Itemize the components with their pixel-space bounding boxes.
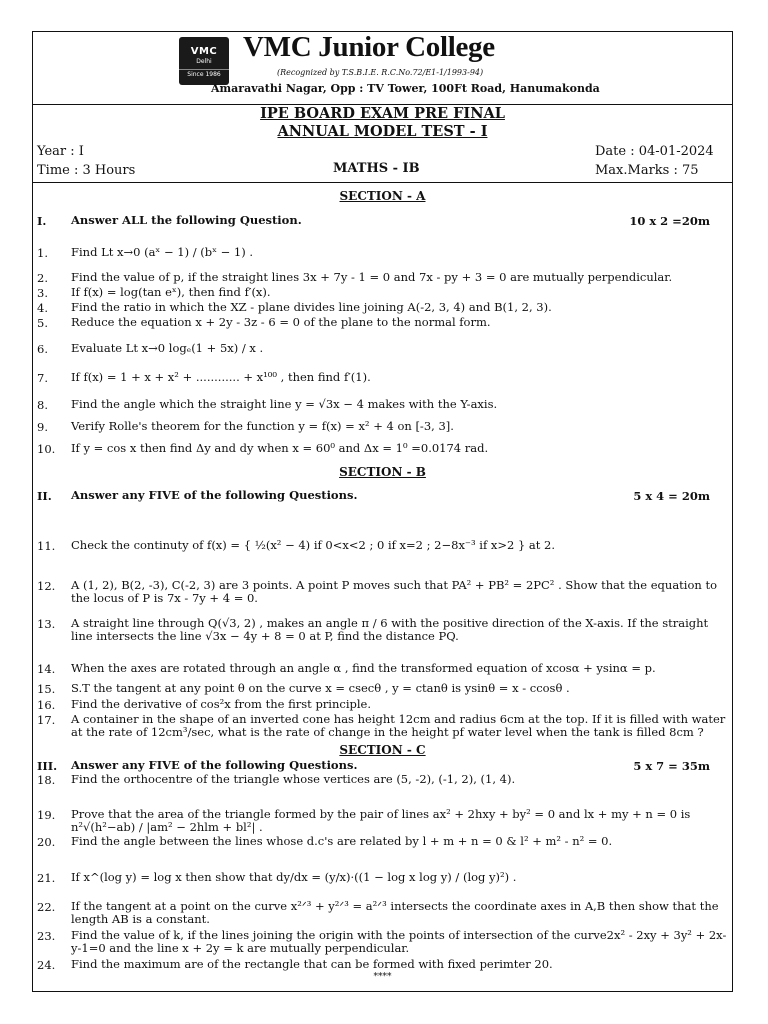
question-text: Find Lt x→0 (aˣ − 1) / (bˣ − 1) . bbox=[71, 245, 254, 259]
date-label: Date : 04-01-2024 bbox=[595, 144, 714, 159]
question-number: 1. bbox=[37, 246, 48, 260]
question-text: Verify Rolle's theorem for the function y = f(x) = x² + 4 on [-3, 3]. bbox=[71, 419, 454, 433]
question-number: 23. bbox=[37, 929, 56, 943]
exam-title bbox=[33, 104, 732, 141]
question-text: If y = cos x then find Δy and dy when x = 60⁰ and Δx = 1⁰ =0.0174 rad. bbox=[71, 441, 489, 455]
question-text: If x^(log y) = log x then show that dy/dx = (y/x)·((1 − log x log y) / (log y)²) . bbox=[71, 870, 517, 884]
question-number: 21. bbox=[37, 871, 56, 885]
question-number: 6. bbox=[37, 342, 48, 356]
question-number: 18. bbox=[37, 773, 56, 787]
question-text: Reduce the equation x + 2y - 3z - 6 = 0 of the plane to the normal form. bbox=[71, 315, 491, 329]
exam-title-line1: IPE BOARD EXAM PRE FINAL bbox=[260, 105, 505, 122]
logo-text: VMC bbox=[190, 46, 218, 57]
section-c-instruction: Answer any FIVE of the following Questions. bbox=[71, 758, 358, 772]
section-c-marks: 5 x 7 = 35m bbox=[633, 759, 710, 773]
college-logo bbox=[179, 37, 229, 85]
logo-since: Since 1986 bbox=[179, 69, 229, 78]
section-c-title: SECTION - C bbox=[339, 743, 426, 757]
section-b-roman: II. bbox=[37, 489, 52, 503]
question-number: 20. bbox=[37, 835, 56, 849]
question-number: 13. bbox=[37, 617, 56, 631]
question-number: 8. bbox=[37, 398, 48, 412]
recognition-text: (Recognized by T.S.B.I.E. R.C.No.72/E1-1/1993-94) bbox=[277, 68, 484, 77]
question-text: Find the value of p, if the straight lines 3x + 7y - 1 = 0 and 7x - py + 3 = 0 are mutually perpendicular. bbox=[71, 270, 673, 284]
question-number: 10. bbox=[37, 442, 56, 456]
question-number: 14. bbox=[37, 662, 56, 676]
section-b-marks: 5 x 4 = 20m bbox=[633, 489, 710, 503]
section-a-roman: I. bbox=[37, 214, 47, 228]
question-text: If the tangent at a point on the curve x²ᐟ³ + y²ᐟ³ = a²ᐟ³ intersects the coordinate axes in A,B then show that the length AB is a constant. bbox=[71, 899, 719, 926]
question-number: 9. bbox=[37, 420, 48, 434]
question-text: Find the angle between the lines whose d.c's are related by l + m + n = 0 & l² + m² - n² = 0. bbox=[71, 834, 613, 848]
question-number: 5. bbox=[37, 316, 48, 330]
question-text: If f(x) = 1 + x + x² + ............ + x¹⁰⁰ , then find f′(1). bbox=[71, 370, 371, 384]
question-text: A straight line through Q(√3, 2) , makes an angle π / 6 with the positive direction of the X-axis. If the straight line intersects the line √3x − 4y + 8 = 0 at P, find the distance PQ. bbox=[71, 616, 709, 643]
college-address: Amaravathi Nagar, Opp : TV Tower, 100Ft Road, Hanumakonda bbox=[211, 82, 600, 95]
section-a-title: SECTION - A bbox=[339, 189, 426, 203]
question-number: 15. bbox=[37, 682, 56, 696]
question-text: A (1, 2), B(2, -3), C(-2, 3) are 3 points. A point P moves such that PA² + PB² = 2PC² . Show that the equation to the locus of P is 7x - 7y + 4 = 0. bbox=[71, 578, 717, 605]
year-label: Year : I bbox=[37, 144, 84, 159]
question-text: Check the continuty of f(x) = { ½(x² − 4) if 0<x<2 ; 0 if x=2 ; 2−8x⁻³ if x>2 } at 2. bbox=[71, 538, 556, 552]
question-number: 4. bbox=[37, 301, 48, 315]
question-text: Find the orthocentre of the triangle whose vertices are (5, -2), (-1, 2), (1, 4). bbox=[71, 772, 516, 786]
section-a-marks: 10 x 2 =20m bbox=[629, 214, 710, 228]
question-text: Find the ratio in which the XZ - plane divides line joining A(-2, 3, 4) and B(1, 2, 3). bbox=[71, 300, 552, 314]
question-number: 12. bbox=[37, 579, 56, 593]
logo-subtext: Delhi bbox=[196, 58, 212, 65]
question-text: Find the maximum are of the rectangle that can be formed with fixed perimter 20. bbox=[71, 957, 553, 971]
section-c-roman: III. bbox=[37, 759, 58, 773]
header bbox=[33, 32, 732, 105]
question-number: 11. bbox=[37, 539, 56, 553]
time-label: Time : 3 Hours bbox=[37, 163, 136, 178]
exam-title-line2: ANNUAL MODEL TEST - I bbox=[277, 123, 488, 140]
section-a-instruction: Answer ALL the following Question. bbox=[71, 213, 302, 227]
question-text: Prove that the area of the triangle formed by the pair of lines ax² + 2hxy + by² = 0 and lx + my + n = 0 is n²√(h²−ab) / |am² − 2hlm + bl²| . bbox=[71, 807, 691, 834]
question-number: 17. bbox=[37, 713, 56, 727]
question-text: S.T the tangent at any point θ on the curve x = csecθ , y = ctanθ is ysinθ = x - ccosθ . bbox=[71, 681, 570, 695]
question-number: 22. bbox=[37, 900, 56, 914]
question-number: 2. bbox=[37, 271, 48, 285]
subject-label: MATHS - IB bbox=[333, 161, 420, 176]
question-text: A container in the shape of an inverted cone has height 12cm and radius 6cm at the top. If it is filled with water at the rate of 12cm³/sec, what is the rate of change in the height pf water level when the tank is filled 8cm ? bbox=[71, 712, 726, 739]
paper-frame bbox=[32, 31, 733, 992]
question-number: 3. bbox=[37, 286, 48, 300]
college-name: VMC Junior College bbox=[243, 31, 495, 63]
question-text: Find the value of k, if the lines joining the origin with the points of intersection of the curve2x² - 2xy + 3y² + 2x-y-1=0 and the line x + 2y = k are mutually perpendicular. bbox=[71, 928, 727, 955]
question-text: Find the angle which the straight line y = √3x − 4 makes with the Y-axis. bbox=[71, 397, 498, 411]
question-text: Find the derivative of cos²x from the first principle. bbox=[71, 697, 372, 711]
section-b-instruction: Answer any FIVE of the following Questions. bbox=[71, 488, 358, 502]
end-marker: **** bbox=[373, 972, 392, 982]
question-number: 7. bbox=[37, 371, 48, 385]
question-number: 24. bbox=[37, 958, 56, 972]
divider bbox=[33, 182, 732, 183]
question-number: 19. bbox=[37, 808, 56, 822]
max-marks-label: Max.Marks : 75 bbox=[595, 163, 699, 178]
question-text: Evaluate Lt x→0 logₑ(1 + 5x) / x . bbox=[71, 341, 264, 355]
section-b-title: SECTION - B bbox=[339, 465, 426, 479]
question-text: When the axes are rotated through an angle α , find the transformed equation of xcosα + ysinα = p. bbox=[71, 661, 656, 675]
question-number: 16. bbox=[37, 698, 56, 712]
question-text: If f(x) = log(tan eˣ), then find f′(x). bbox=[71, 285, 271, 299]
